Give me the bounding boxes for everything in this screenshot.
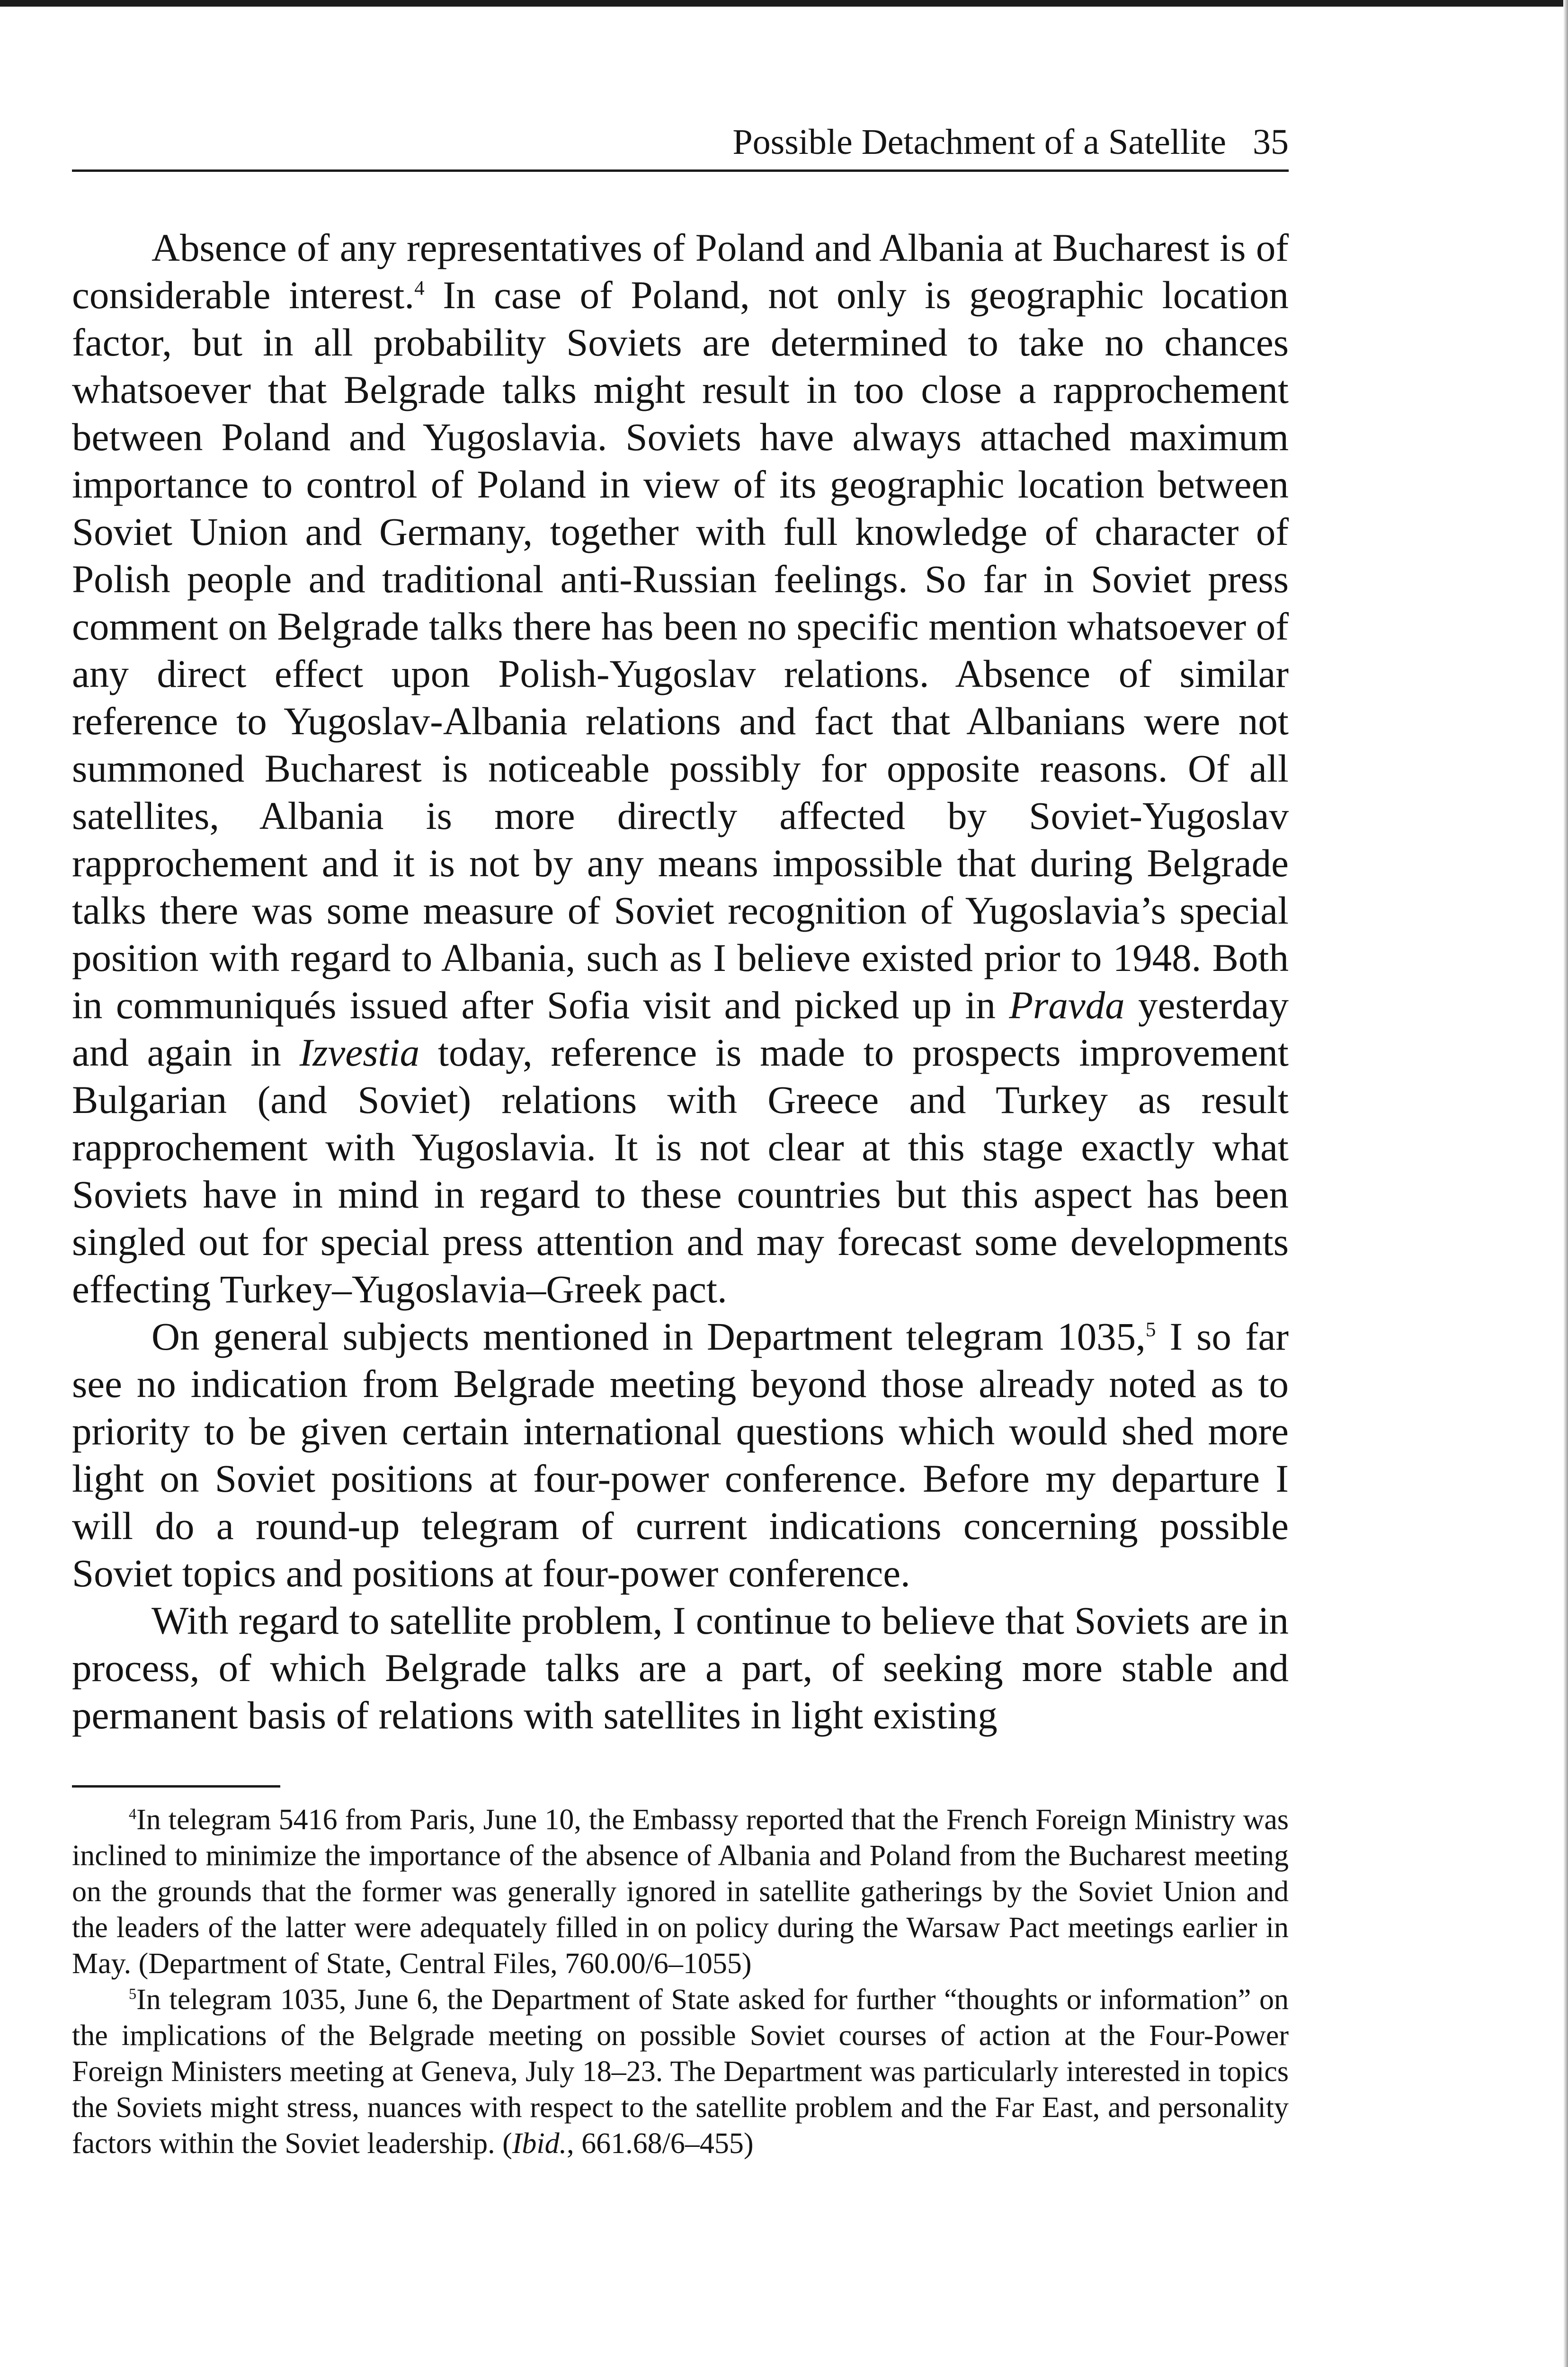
running-title: Possible Detachment of a Satellite <box>732 122 1226 162</box>
footnote-5: $^5$In telegram 1035, June 6, the Department of State asked for further “thoughts or information” on the implications of the Belgrade meeting on possible Soviet courses of action at the Four-Power Foreign Ministers meeting at Geneva, July 18–23. The Department was particularly interested in topics the Soviets might stress, nuances with respect to the satellite problem and the Far East, and personality factors within the Soviet leadership. (Ibid., 661.68/6–455) <box>72 1984 1289 2160</box>
footnote-ref-4[interactable]: 4 <box>414 277 425 300</box>
footnote-rule <box>72 1785 280 1788</box>
newspaper-title-izvestia: Izvestia <box>299 1031 420 1074</box>
newspaper-title-pravda: Pravda <box>1009 983 1125 1027</box>
footnote-ref-5[interactable]: 5 <box>1145 1318 1156 1341</box>
footnote-mark-4: 4 <box>129 1805 137 1823</box>
running-head <box>72 118 1289 166</box>
header-rule <box>72 169 1289 172</box>
paragraph-2: On general subjects mentioned in Department telegram 1035,$^5$ I so far see no indication from Belgrade meeting beyond those already noted as to priority to be given certain international questions which would shed more light on Soviet positions at four-power conference. Before my departure I will do a round-up telegram of current indications concerning possible Soviet topics and positions at four-power conference. <box>72 1315 1289 1595</box>
footnote-mark-5: 5 <box>129 1985 137 2002</box>
footnote-4: $^4$In telegram 5416 from Paris, June 10, the Embassy reported that the French Foreign Ministry was inclined to minimize the importance of the absence of Albania and Poland from the Bucharest meeting on the grounds that the former was generally ignored in satellite gatherings by the Soviet Union and the leaders of the latter were adequately filled in on policy during the Warsaw Pact meetings earlier in May. (Department of State, Central Files, 760.00/6–1055) <box>72 1804 1289 1980</box>
paragraph-3: With regard to satellite problem, I continue to believe that Soviets are in process, of which Belgrade talks are a part, of seeking more stable and permanent basis of relations with satellites in light existing <box>72 1599 1289 1737</box>
book-page <box>72 118 1289 2162</box>
scan-top-border <box>0 0 1568 7</box>
footnotes <box>72 1802 1289 2162</box>
scan-right-border <box>1563 0 1568 2367</box>
paragraph-1: Absence of any representatives of Poland and Albania at Bucharest is of considerable interest.$^4$ In case of Poland, not only is geographic location factor, but in all probability Soviets are determined to take no chances whatsoever that Belgrade talks might result in too close a rapprochement between Poland and Yugoslavia. Soviets have always attached maximum importance to control of Poland in view of its geographic location between Soviet Union and Germany, together with full knowledge of character of Polish people and traditional anti-Russian feelings. So far in Soviet press comment on Belgrade talks there has been no specific mention whatsoever of any direct effect upon Polish-Yugoslav relations. Absence of similar reference to Yugoslav-Albania relations and fact that Albanians were not summoned Bucharest is noticeable possibly for opposite reasons. Of all satellites, Albania is more directly affected by Soviet-Yugoslav rapprochement and it is not by any means impossible that during Belgrade talks there was some measure of Soviet recognition of Yugoslavia’s special position with regard to Albania, such as I believe existed prior to 1948. Both in communiqués issued after Sofia visit and picked up in Pravda yesterday and again in Izvestia today, reference is made to prospects improvement Bulgarian (and Soviet) relations with Greece and Turkey as result rapprochement with Yugoslavia. It is not clear at this stage exactly what Soviets have in mind in regard to these countries but this aspect has been singled out for special press attention and may forecast some developments effecting Turkey–Yugoslavia–Greek pact. <box>72 226 1289 1311</box>
page-number: 35 <box>1253 122 1289 162</box>
body-text <box>72 224 1289 1739</box>
